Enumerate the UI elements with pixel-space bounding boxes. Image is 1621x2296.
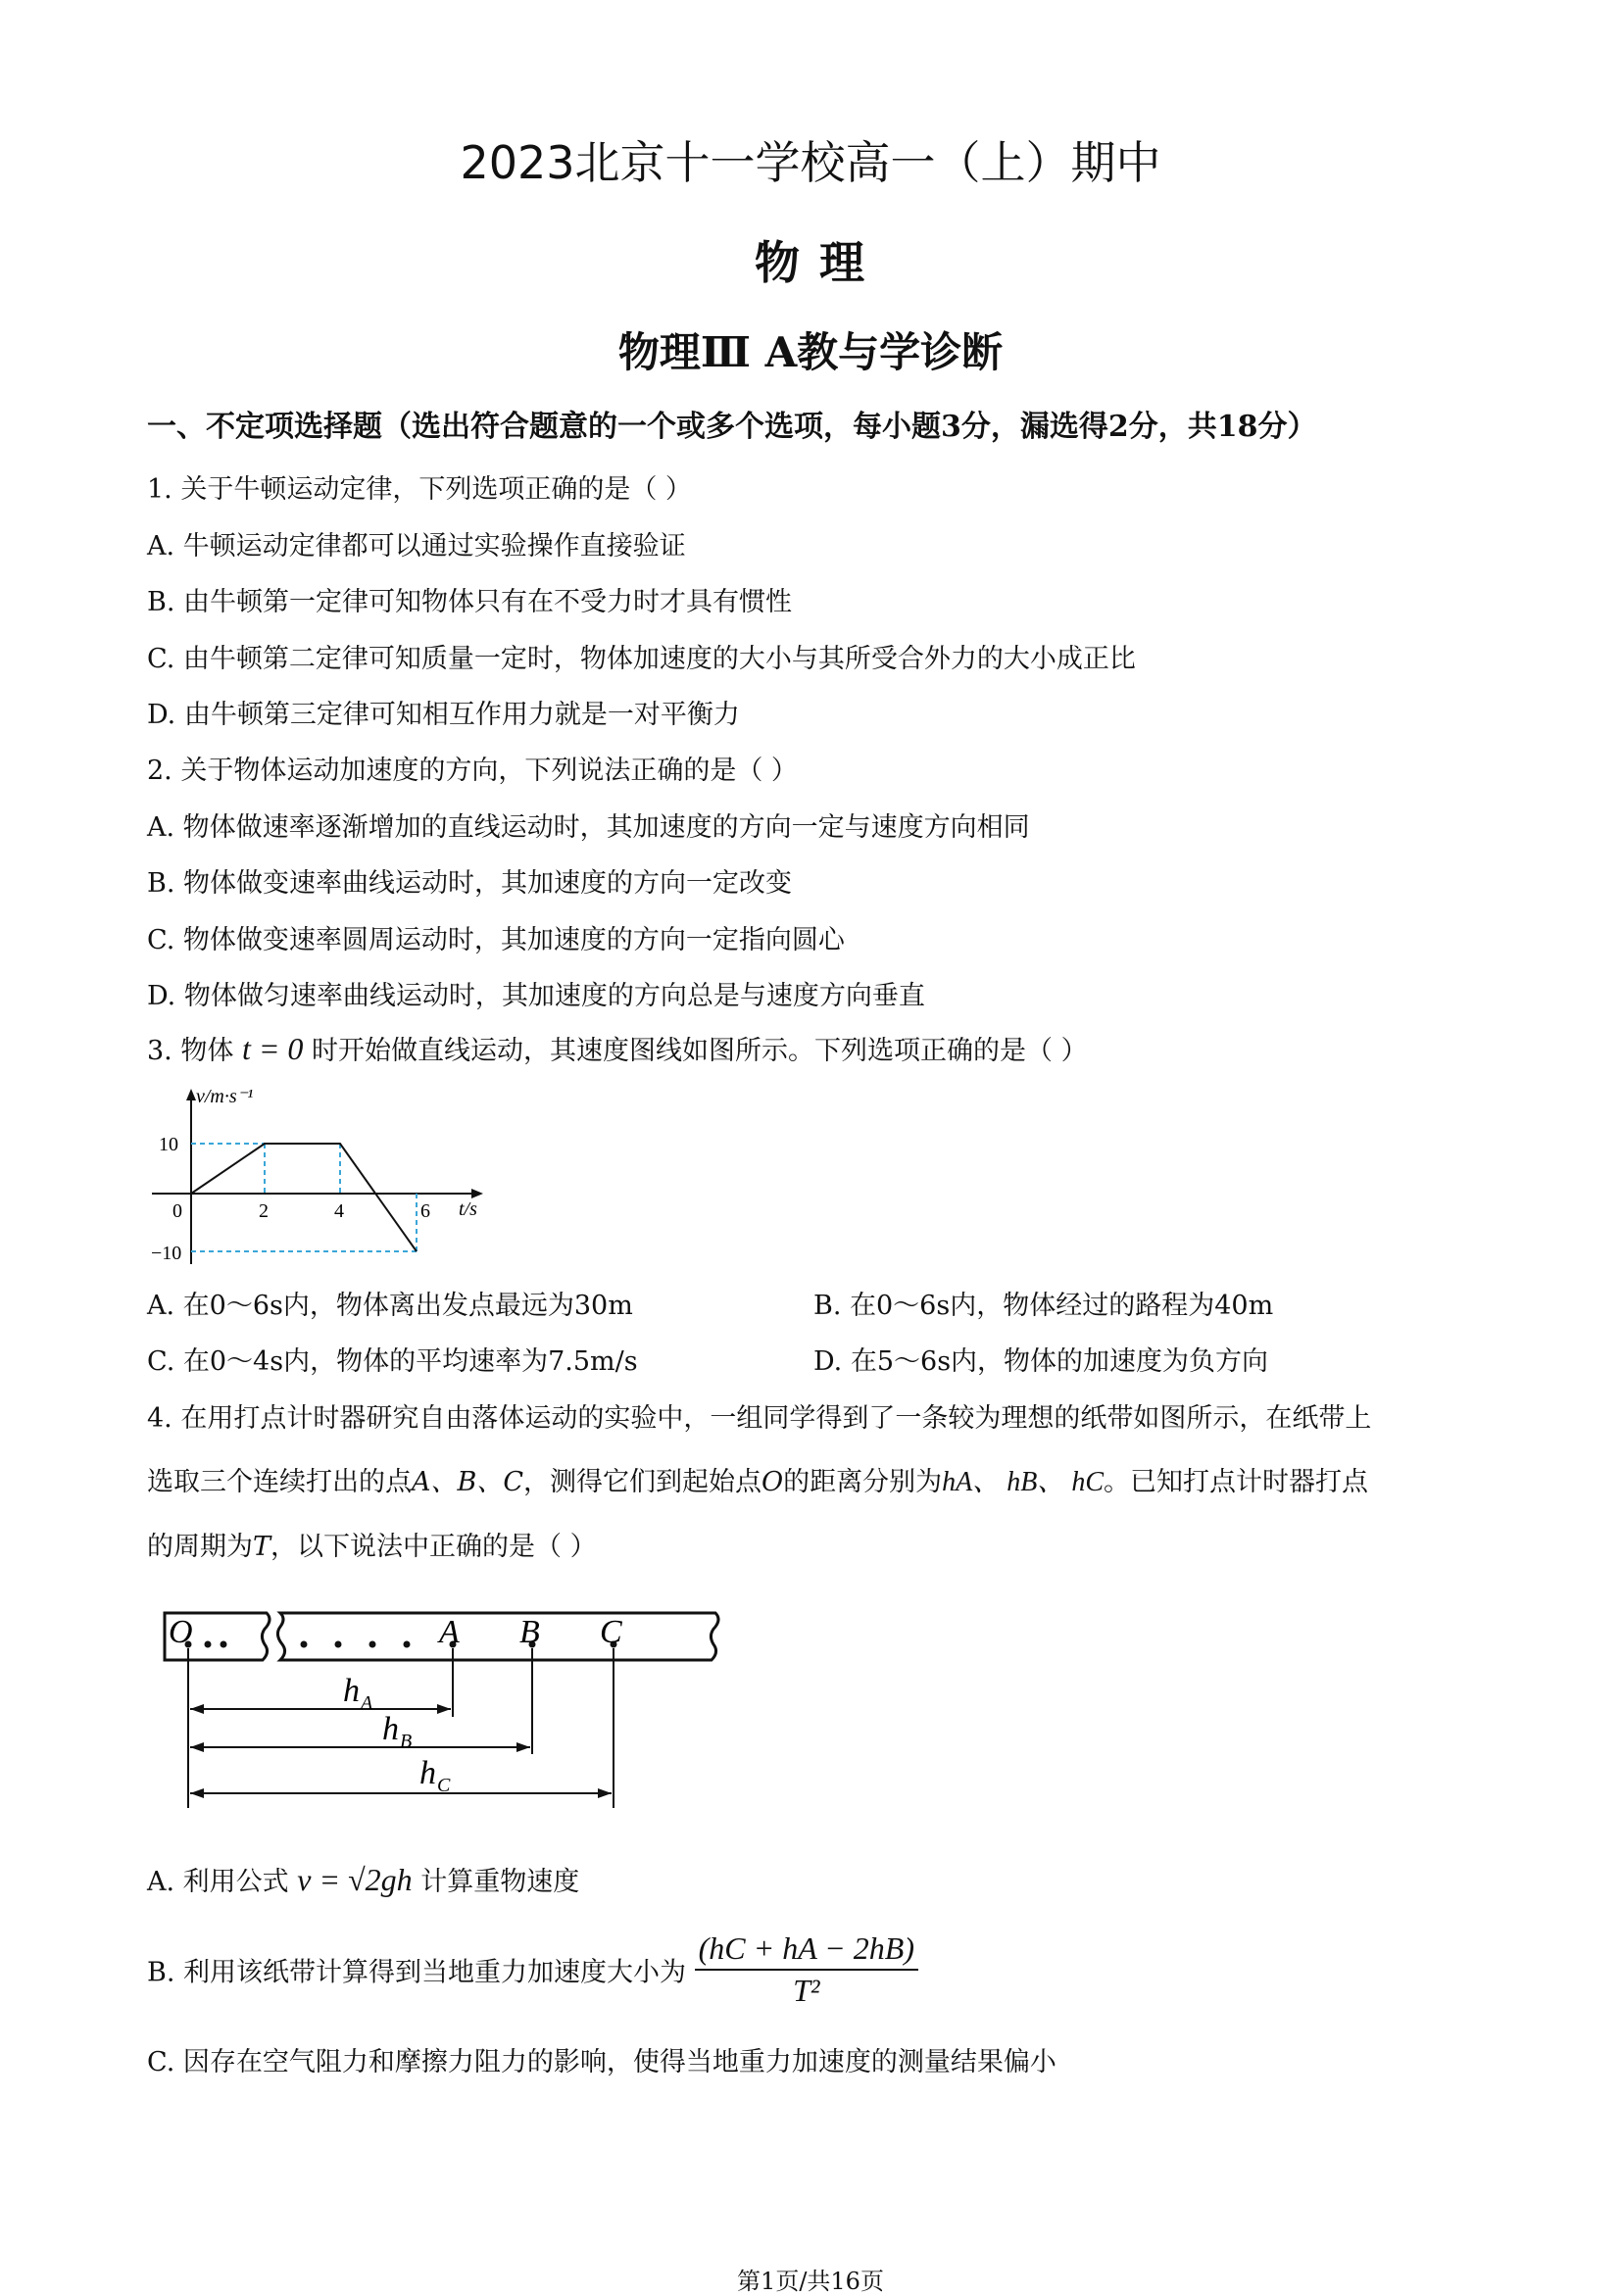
q4-l2-points: A、B、C [412, 1467, 523, 1497]
tape-dot [335, 1641, 342, 1648]
q1-stem: 1. 关于牛顿运动定律，下列选项正确的是（ ） [147, 474, 692, 505]
q4-a-formula: v = √2gh [297, 1862, 413, 1897]
q4-stem-line1: 4. 在用打点计时器研究自由落体运动的实验中，一组同学得到了一条较为理想的纸带如图所示，在纸带上 [147, 1403, 1372, 1434]
q3-stem [147, 1029, 1088, 1067]
q4-l2-b: ，测得它们到起始点 [523, 1467, 761, 1497]
section-heading: 一、不定项选择题（选出符合题意的一个或多个选项，每小题3分，漏选得2分，共18分） [147, 410, 1317, 444]
q4-b-denominator: T² [793, 1973, 820, 2008]
label-c: C [600, 1614, 622, 1650]
q2-option-a: A. 物体做速率逐渐增加的直线运动时，其加速度的方向一定与速度方向相同 [147, 812, 1030, 843]
q1-option-b: B. 由牛顿第一定律可知物体只有在不受力时才具有惯性 [147, 587, 793, 617]
x-tick-2: 2 [259, 1200, 269, 1222]
subject-title: 物 理 [754, 236, 866, 289]
q4-l2-h: hA、 hB、 hC [942, 1467, 1105, 1497]
y-axis-label: v/m·s⁻¹ [196, 1086, 254, 1107]
tape-right [277, 1613, 718, 1660]
q4-l2-o: O [761, 1467, 784, 1497]
q4-l3-a: 的周期为 [147, 1532, 253, 1562]
x-tick-4: 4 [334, 1200, 344, 1222]
q2-option-c: C. 物体做变速率圆周运动时，其加速度的方向一定指向圆心 [147, 925, 845, 955]
q2-option-b: B. 物体做变速率曲线运动时，其加速度的方向一定改变 [147, 868, 793, 899]
q1-option-a: A. 牛顿运动定律都可以通过实验操作直接验证 [147, 531, 686, 562]
tape-dot [205, 1641, 212, 1648]
exam-subtitle: 物理Ⅲ A教与学诊断 [617, 328, 1004, 376]
exam-title: 2023北京十一学校高一（上）期中 [460, 136, 1161, 189]
label-b: B [519, 1614, 540, 1650]
q4-option-b [147, 1930, 918, 2009]
q2-option-d: D. 物体做匀速率曲线运动时，其加速度的方向总是与速度方向垂直 [147, 981, 925, 1011]
q4-l2-a: 选取三个连续打出的点 [147, 1467, 412, 1497]
q4-l2-c: 的距离分别为 [783, 1467, 943, 1497]
y-tick-minus10: −10 [151, 1243, 182, 1264]
label-ha: h [343, 1673, 360, 1709]
velocity-time-graph [147, 1083, 500, 1273]
q3-option-b: B. 在0～6s内，物体经过的路程为40m [813, 1291, 1274, 1321]
tape-dot [301, 1641, 308, 1648]
q4-stem-line2 [147, 1460, 1368, 1499]
label-hb: h [382, 1711, 399, 1747]
q4-a-suffix: 计算重物速度 [420, 1867, 580, 1897]
q4-a-prefix: A. 利用公式 [147, 1867, 289, 1897]
q4-option-a [147, 1860, 579, 1898]
q3-option-d: D. 在5～6s内，物体的加速度为负方向 [813, 1346, 1269, 1377]
q4-l3-b: ，以下说法中正确的是（ ） [270, 1532, 597, 1562]
q4-b-numerator: (hC + hA − 2hB) [695, 1930, 918, 1971]
q3-stem-suffix: 时开始做直线运动，其速度图线如图所示。下列选项正确的是（ ） [312, 1036, 1088, 1066]
q1-option-c: C. 由牛顿第二定律可知质量一定时，物体加速度的大小与其所受合外力的大小成正比 [147, 644, 1136, 674]
q3-stem-prefix: 3. 物体 [147, 1036, 234, 1066]
q4-stem-line3 [147, 1525, 597, 1563]
x-tick-6: 6 [420, 1200, 430, 1222]
label-a: A [439, 1614, 460, 1650]
tape-dot [221, 1641, 227, 1648]
origin-label: 0 [172, 1200, 182, 1222]
x-axis-arrow [471, 1189, 483, 1198]
q2-stem: 2. 关于物体运动加速度的方向，下列说法正确的是（ ） [147, 756, 798, 786]
label-o: O [169, 1614, 193, 1650]
tape-dot [369, 1641, 376, 1648]
y-axis-arrow [186, 1089, 196, 1100]
q1-option-d: D. 由牛顿第三定律可知相互作用力就是一对平衡力 [147, 700, 740, 730]
q4-l3-t: T [253, 1532, 271, 1562]
velocity-line [191, 1144, 417, 1251]
q4-l2-d: 。已知打点计时器打点 [1104, 1467, 1369, 1497]
y-tick-10: 10 [159, 1134, 178, 1155]
q4-b-prefix: B. 利用该纸带计算得到当地重力加速度大小为 [147, 1957, 687, 1988]
paper-tape-figure [157, 1607, 745, 1817]
page-footer: 第1页/共16页 [737, 2268, 884, 2295]
q4-b-fraction [695, 1930, 918, 2009]
label-hc-sub: C [437, 1775, 451, 1796]
q3-stem-math: t = 0 [241, 1031, 304, 1066]
x-axis-label: t/s [459, 1198, 477, 1220]
label-hb-sub: B [400, 1731, 413, 1752]
label-ha-sub: A [361, 1692, 373, 1714]
q3-option-c: C. 在0～4s内，物体的平均速率为7.5m/s [147, 1346, 638, 1377]
q3-option-a: A. 在0～6s内，物体离出发点最远为30m [147, 1291, 633, 1321]
label-hc: h [419, 1755, 436, 1791]
tape-dot [404, 1641, 411, 1648]
q4-option-c: C. 因存在空气阻力和摩擦力阻力的影响，使得当地重力加速度的测量结果偏小 [147, 2047, 1056, 2077]
